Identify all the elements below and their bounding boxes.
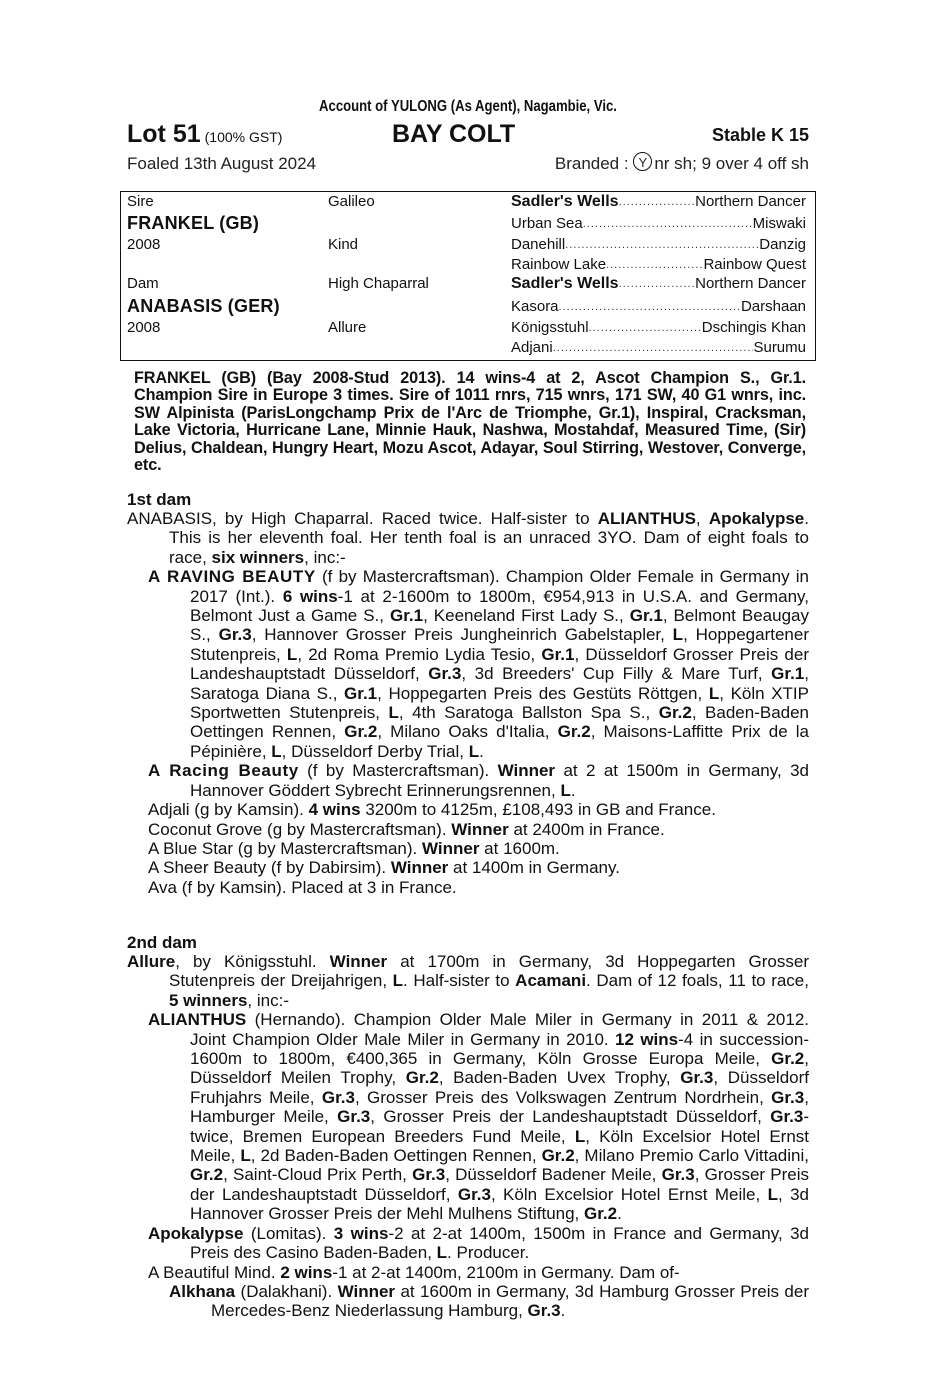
grandparent-name: Kasora bbox=[511, 298, 559, 315]
text-run: . Half-sister to bbox=[403, 971, 516, 991]
sire-year: 2008 bbox=[127, 236, 161, 253]
bold-text: Winner bbox=[337, 1281, 396, 1301]
text-run: , Düsseldorf Fruhjahrs Meile, bbox=[190, 1068, 810, 1107]
leader-dots bbox=[619, 192, 696, 212]
bold-text: ALIANTHUS bbox=[597, 509, 696, 528]
grandparent-sire: Rainbow Quest bbox=[703, 256, 806, 273]
text-run: . bbox=[560, 1301, 566, 1321]
branded-label: Branded : bbox=[554, 154, 629, 173]
text-run: , Keeneland First Lady S., bbox=[423, 606, 630, 626]
leader-dots bbox=[553, 338, 754, 358]
text-run: at 1700m in Germany, 3d Hoppegarten Grosser Stutenpreis der Dreijahrigen, bbox=[169, 952, 809, 991]
text-run: at 2400m in France. bbox=[508, 819, 665, 839]
bold-text: Gr.2 bbox=[190, 1165, 224, 1185]
sire-dam: Kind bbox=[328, 236, 359, 253]
dam-sire: High Chaparral bbox=[328, 275, 429, 292]
grandparent-sire: Darshaan bbox=[740, 298, 806, 315]
sire-name: FRANKEL (GB) bbox=[127, 213, 260, 233]
first-dam-heading: 1st dam bbox=[127, 490, 192, 509]
bold-text: six winners bbox=[211, 547, 305, 567]
text-run: , Saratoga Diana S., bbox=[190, 664, 809, 703]
text-run: Ava (f by Kamsin). Placed at 3 in France. bbox=[148, 877, 457, 897]
text-run: . bbox=[479, 741, 484, 761]
text-run: at 1600m in Germany, 3d Hamburg Grosser Preis der Mercedes-Benz Niederlassung Hamburg, bbox=[211, 1281, 809, 1321]
text-run: . bbox=[617, 1204, 622, 1224]
text-run: . Dam of 12 foals, 11 to race, bbox=[586, 971, 809, 991]
bold-text: L bbox=[436, 1243, 448, 1263]
bold-text: Winner bbox=[329, 952, 388, 971]
second-dam-heading: 2nd dam bbox=[127, 933, 197, 952]
bold-text: Gr.2 bbox=[405, 1068, 439, 1088]
text-run: . bbox=[570, 780, 576, 800]
grandparent-row bbox=[511, 297, 806, 317]
bold-text: Gr.3 bbox=[457, 1184, 491, 1204]
bold-text: L bbox=[392, 971, 404, 991]
circled-yl-brand-icon: Y bbox=[633, 152, 652, 171]
bold-text: ALIANTHUS bbox=[148, 1010, 247, 1030]
text-run: A Sheer Beauty (f by Dabirsim). bbox=[148, 858, 391, 878]
progeny-a-raving-beauty bbox=[148, 567, 809, 761]
bold-text: L bbox=[708, 683, 720, 703]
foaled-date: Foaled 13th August 2024 bbox=[127, 154, 317, 173]
grandparent-name: Königsstuhl bbox=[511, 319, 589, 336]
progeny-apokalypse bbox=[148, 1224, 809, 1263]
dam-label: Dam bbox=[127, 275, 159, 292]
grandparent-name: Adjani bbox=[511, 339, 553, 356]
vendor-account: Account of YULONG (As Agent), Nagambie, Vic. bbox=[319, 98, 617, 115]
grandparent-row bbox=[511, 274, 806, 294]
bold-text: Gr.1 bbox=[344, 683, 378, 703]
text-run: -twice, Bremen European Breeders Fund Meile, bbox=[190, 1107, 810, 1146]
bold-text: 5 winners bbox=[169, 990, 248, 1010]
branded-text: nr sh; 9 over 4 off sh bbox=[654, 154, 809, 173]
grandparent-sire: Dschingis Khan bbox=[701, 319, 806, 336]
second-dam-intro bbox=[127, 952, 809, 1010]
gst-note: (100% GST) bbox=[204, 129, 283, 145]
leader-dots bbox=[619, 274, 696, 294]
bold-text: Gr.3 bbox=[321, 1087, 355, 1107]
text-run: , Baden-Baden Oettingen Rennen, bbox=[190, 703, 810, 742]
bold-text: L bbox=[286, 644, 298, 664]
text-run: , Saint-Cloud Prix Perth, bbox=[223, 1165, 413, 1185]
text-run: (Lomitas). bbox=[243, 1223, 334, 1243]
bold-text: Gr.3 bbox=[337, 1107, 371, 1127]
text-run: , Hoppegartener Stutenpreis, bbox=[190, 625, 809, 664]
text-run: ANABASIS, by High Chaparral. Raced twice. Half-sister to bbox=[127, 509, 598, 528]
bold-text: Winner bbox=[421, 838, 480, 858]
text-run: , Baden-Baden Uvex Trophy, bbox=[438, 1068, 681, 1088]
text-run: (Dalakhani). bbox=[235, 1281, 338, 1301]
text-run: , 2d Roma Premio Lydia Tesio, bbox=[297, 644, 542, 664]
progeny-alianthus bbox=[148, 1010, 809, 1223]
progeny-coconut-grove bbox=[148, 820, 809, 839]
bold-text: Gr.2 bbox=[771, 1049, 805, 1069]
progeny-alkhana bbox=[169, 1282, 809, 1321]
catalogue-page bbox=[127, 96, 810, 1321]
text-run: . This is her eleventh foal. Her tenth foal is an unraced 3YO. Dam of eight foals to race, bbox=[169, 509, 809, 567]
progeny-a-racing-beauty bbox=[148, 761, 809, 800]
bold-text: Gr.1 bbox=[390, 606, 424, 626]
progeny-adjali bbox=[148, 800, 809, 819]
grandparent-row bbox=[511, 192, 806, 212]
horse-description: BAY COLT bbox=[392, 120, 516, 148]
lot-number bbox=[127, 120, 282, 151]
bold-text: L bbox=[271, 741, 282, 761]
bold-text: Gr.2 bbox=[541, 1146, 575, 1166]
bold-text: Apokalypse bbox=[148, 1223, 244, 1243]
bold-text: Gr.3 bbox=[770, 1107, 804, 1127]
bold-text: Gr.1 bbox=[541, 644, 575, 664]
bold-text: Gr.1 bbox=[629, 606, 663, 626]
text-run: Adjali (g by Kamsin). bbox=[148, 800, 309, 820]
bold-text: Gr.2 bbox=[557, 722, 591, 742]
text-run: -1 at 2-at 1400m, 2100m in Germany. Dam of- bbox=[332, 1262, 680, 1282]
text-run: A Beautiful Mind. bbox=[148, 1262, 281, 1282]
text-run: , Hannover Grosser Preis Jungheinrich Gabelstapler, bbox=[251, 625, 673, 645]
text-run: , inc:- bbox=[304, 547, 346, 567]
grandparent-sire: Danzig bbox=[759, 236, 806, 253]
text-run: , Köln XTIP Sportwetten Stutenpreis, bbox=[190, 683, 809, 723]
bold-text: Gr.3 bbox=[218, 625, 252, 645]
leader-dots bbox=[606, 255, 703, 275]
text-run: , Belmont Beaugay S., bbox=[190, 606, 809, 645]
bold-text: Gr.1 bbox=[771, 664, 805, 684]
bold-text: 6 wins bbox=[282, 586, 338, 606]
progeny-ava bbox=[148, 878, 809, 897]
grandparent-sire: Miswaki bbox=[752, 215, 806, 232]
progeny-a-beautiful-mind bbox=[148, 1263, 809, 1282]
bold-text: A RAVING BEAUTY bbox=[148, 567, 316, 587]
text-run: , 3d Hannover Grosser Preis der Mehl Mulhens Stiftung, bbox=[190, 1184, 810, 1224]
progeny-a-sheer-beauty bbox=[148, 858, 809, 877]
text-run: , Milano Premio Carlo Vittadini, bbox=[574, 1146, 809, 1166]
bold-text: L bbox=[240, 1146, 251, 1166]
bold-text: L bbox=[388, 703, 399, 723]
grandparent-sire: Surumu bbox=[753, 339, 806, 356]
text-run: , 4th Saratoga Ballston Spa S., bbox=[398, 703, 659, 723]
bold-text: Gr.2 bbox=[658, 703, 692, 723]
text-run: -4 in succession-1600m to 1800m, €400,365 in Germany, Köln Grosse Europa Meile, bbox=[190, 1029, 809, 1069]
stable-location: Stable K 15 bbox=[711, 125, 809, 145]
text-run: at 1600m. bbox=[479, 838, 560, 858]
text-run: , Hamburger Meile, bbox=[190, 1087, 809, 1127]
first-dam-intro bbox=[127, 509, 809, 567]
text-run: -1 at 2-1600m to 1800m, €954,913 in U.S.A. and Germany, Belmont Just a Game S., bbox=[190, 586, 809, 626]
text-run: , Hoppegarten Preis des Gestüts Röttgen, bbox=[377, 683, 709, 703]
bold-text: 4 wins bbox=[308, 800, 361, 820]
brand-info bbox=[555, 150, 809, 178]
text-run: , Maisons-Laffitte Prix de la Pépinière, bbox=[190, 722, 809, 761]
progeny-a-blue-star bbox=[148, 839, 809, 858]
text-run: , Grosser Preis des Volkswagen Zentrum Nordrhein, bbox=[354, 1087, 772, 1107]
bold-text: L bbox=[574, 1126, 586, 1146]
grandparent-name: Danehill bbox=[511, 236, 566, 253]
second-dam-section bbox=[127, 933, 809, 1321]
text-run: A Blue Star (g by Mastercraftsman). bbox=[148, 838, 422, 858]
grandparent-sire: Northern Dancer bbox=[695, 275, 806, 292]
bold-text: Gr.3 bbox=[771, 1087, 805, 1107]
lot-header-row bbox=[127, 120, 809, 150]
text-run: 3200m to 4125m, £108,493 in GB and France. bbox=[360, 800, 716, 820]
bold-text: Winner bbox=[497, 761, 556, 781]
bold-text: Allure bbox=[127, 952, 176, 971]
grandparent-sire: Northern Dancer bbox=[695, 193, 806, 210]
leader-dots bbox=[583, 214, 753, 234]
bold-text: L bbox=[468, 741, 480, 761]
sire-sire: Galileo bbox=[328, 193, 375, 210]
text-run: , by Königsstuhl. bbox=[175, 952, 330, 971]
grandparent-row bbox=[511, 214, 806, 234]
bold-text: L bbox=[672, 625, 684, 645]
leader-dots bbox=[559, 297, 741, 317]
bold-text: L bbox=[560, 780, 571, 800]
bold-text: Winner bbox=[451, 819, 509, 839]
grandparent-name: Rainbow Lake bbox=[511, 256, 607, 273]
grandparent-name: Sadler's Wells bbox=[511, 275, 619, 292]
text-run: (f by Mastercraftsman). bbox=[298, 761, 498, 781]
text-run: , 3d Breeders' Cup Filly & Mare Turf, bbox=[461, 664, 772, 684]
bold-text: 2 wins bbox=[280, 1262, 333, 1282]
sire-label: Sire bbox=[127, 193, 154, 210]
text-run: (Hernando). Champion Older Male Miler in Germany in 2011 & 2012. Joint Champion Older Male Miler in Germany in 2010. bbox=[190, 1010, 809, 1049]
text-run: at 1400m in Germany. bbox=[448, 858, 620, 878]
leader-dots bbox=[565, 235, 759, 255]
text-run: , 2d Baden-Baden Oettingen Rennen, bbox=[250, 1146, 542, 1166]
leader-dots bbox=[589, 318, 702, 338]
bold-text: Apokalypse bbox=[708, 509, 805, 528]
bold-text: Gr.3 bbox=[527, 1301, 561, 1321]
bold-text: Gr.3 bbox=[412, 1165, 446, 1185]
lot-label: Lot 51 bbox=[127, 120, 201, 148]
bold-text: L bbox=[767, 1184, 778, 1204]
bold-text: Acamani bbox=[515, 971, 587, 991]
first-dam-section bbox=[127, 490, 809, 897]
bold-text: A Racing Beauty bbox=[148, 761, 299, 781]
dam-dam: Allure bbox=[328, 319, 367, 336]
grandparent-row bbox=[511, 235, 806, 255]
text-run: , Köln Excelsior Hotel Ernst Meile, bbox=[490, 1184, 768, 1204]
bold-text: Gr.2 bbox=[584, 1204, 618, 1224]
dam-year: 2008 bbox=[127, 319, 161, 336]
text-run: (f by Mastercraftsman). Champion Older Female in Germany in 2017 (Int.). bbox=[190, 567, 810, 606]
bold-text: Gr.3 bbox=[680, 1068, 714, 1088]
grandparent-row bbox=[511, 255, 806, 275]
foal-info-row bbox=[127, 150, 809, 178]
bold-text: Alkhana bbox=[169, 1281, 236, 1301]
bold-text: Winner bbox=[390, 858, 449, 878]
text-run: Coconut Grove (g by Mastercraftsman). bbox=[148, 819, 452, 839]
text-run: -2 at 2-at 1400m, 1500m in France and Germany, 3d Preis des Casino Baden-Baden, bbox=[190, 1223, 809, 1263]
grandparent-row bbox=[511, 318, 806, 338]
grandparent-name: Urban Sea bbox=[511, 215, 583, 232]
text-run: . Producer. bbox=[447, 1243, 530, 1263]
text-run: , Grosser Preis der Landeshauptstadt Düsseldorf, bbox=[370, 1107, 771, 1127]
pedigree-table bbox=[120, 191, 816, 361]
bold-text: Gr.3 bbox=[428, 664, 462, 684]
bold-text: 3 wins bbox=[333, 1223, 389, 1243]
dam-name: ANABASIS (GER) bbox=[127, 296, 280, 316]
bold-text: Gr.3 bbox=[661, 1165, 695, 1185]
grandparent-name: Sadler's Wells bbox=[511, 193, 619, 210]
text-run: at 2 at 1500m in Germany, 3d Hannover Göddert Sybrecht Erinnerungsrennen, bbox=[190, 761, 809, 800]
bold-text: Gr.2 bbox=[344, 722, 378, 742]
text-run: , Grosser Preis der Landeshauptstadt Düsseldorf, bbox=[190, 1165, 809, 1204]
text-run: , Köln Excelsior Hotel Ernst Meile, bbox=[190, 1126, 810, 1166]
text-run: , Düsseldorf Derby Trial, bbox=[281, 741, 469, 761]
text-run: , Düsseldorf Grosser Preis der Landeshauptstadt Düsseldorf, bbox=[190, 644, 809, 684]
text-run: , Düsseldorf Badener Meile, bbox=[445, 1165, 662, 1185]
text-run: , Düsseldorf Meilen Trophy, bbox=[190, 1049, 809, 1088]
text-run: , inc:- bbox=[247, 990, 289, 1010]
bold-text: 12 wins bbox=[615, 1029, 679, 1049]
sire-summary: FRANKEL (GB) (Bay 2008-Stud 2013). 14 wins-4 at 2, Ascot Champion S., Gr.1. Champion Sire in Europe 3 times. Sire of 1011 rnrs, 715 wnrs, 171 SW, 40 G1 wnrs, inc. SW Alpinista (ParisLongchamp Prix de l'Arc de Triomphe, Gr.1), Inspiral, Cracksman, Lake Victoria, Hurricane Lane, Minnie Hauk, Nashwa, Mostahdaf, Measured Time, (Sir) Delius, Chaldean, Hungry Heart, Mozu Ascot, Adayar, Soul Stirring, Westover, Converge, etc. bbox=[134, 369, 806, 475]
text-run: , Milano Oaks d'Italia, bbox=[377, 722, 558, 742]
grandparent-row bbox=[511, 338, 806, 358]
text-run: , bbox=[695, 509, 709, 528]
